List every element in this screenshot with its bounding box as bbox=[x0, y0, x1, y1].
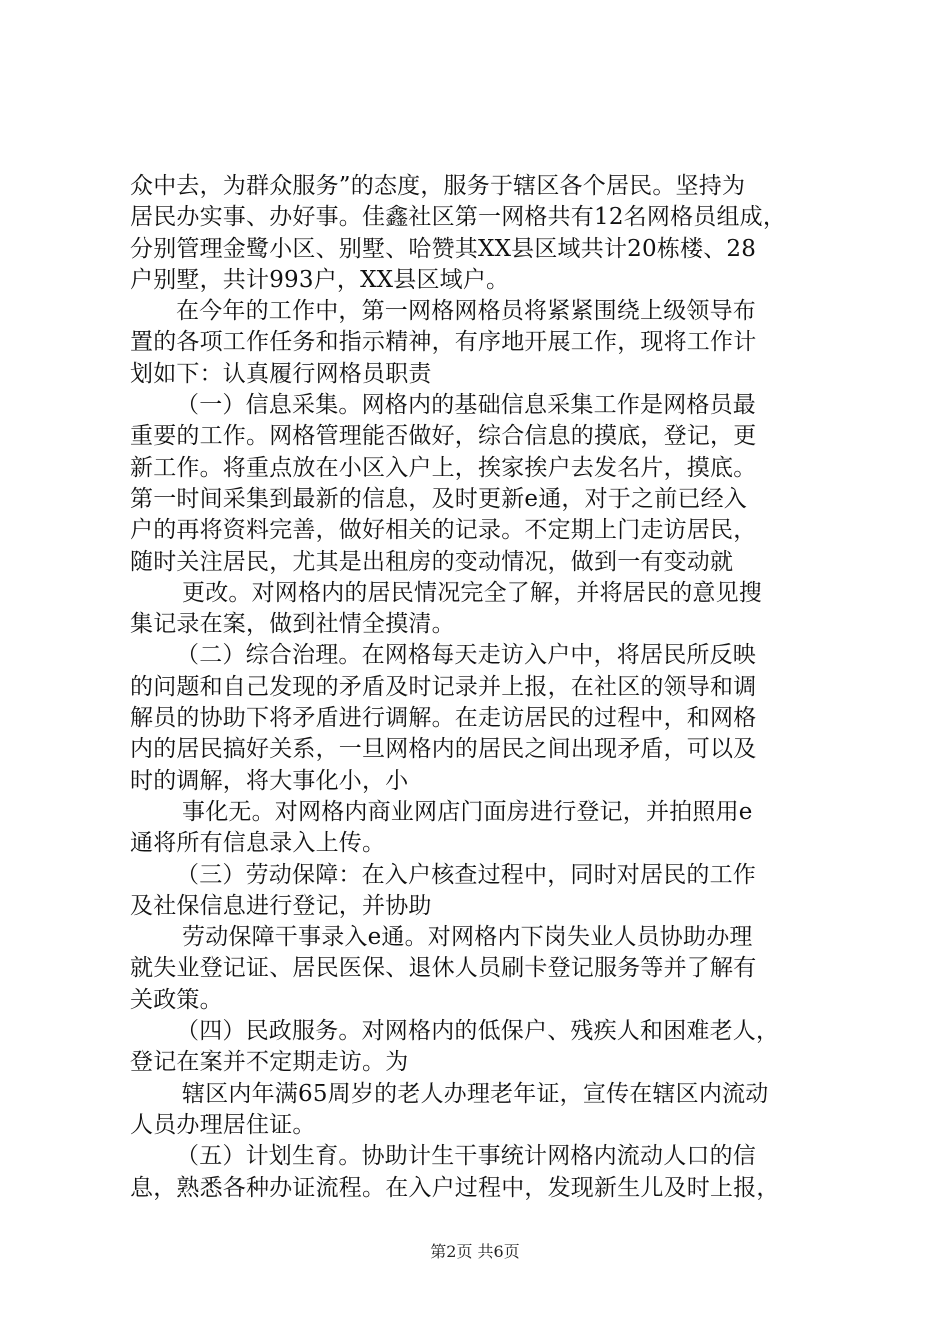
document-body bbox=[130, 171, 830, 1204]
text-line: 置的各项工作任务和指示精神，有序地开展工作，现将工作计 bbox=[130, 329, 757, 356]
text-line: （三）劳动保障：在入户核查过程中，同时对居民的工作 bbox=[176, 861, 756, 888]
text-line: 户的再将资料完善，做好相关的记录。不定期上门走访居民， bbox=[130, 517, 757, 544]
text-line: 时的调解，将大事化小，小 bbox=[130, 767, 409, 794]
text-line: 在今年的工作中，第一网格网格员将紧紧围绕上级领导布 bbox=[176, 298, 756, 325]
text-line: 事化无。对网格内商业网店门面房进行登记，并拍照用e bbox=[182, 798, 753, 825]
text-line: （二）综合治理。在网格每天走访入户中，将居民所反映 bbox=[176, 642, 756, 669]
text-line: 内的居民搞好关系，一旦网格内的居民之间出现矛盾，可以及 bbox=[130, 736, 757, 763]
text-line: 划如下：认真履行网格员职责 bbox=[130, 360, 432, 387]
text-line: 集记录在案，做到社情全摸清。 bbox=[130, 611, 455, 638]
text-line: 第一时间采集到最新的信息，及时更新e通，对于之前已经入 bbox=[130, 485, 748, 512]
text-line: （五）计划生育。协助计生干事统计网格内流动人口的信 bbox=[176, 1143, 756, 1170]
text-line: 解员的协助下将矛盾进行调解。在走访居民的过程中，和网格 bbox=[130, 705, 757, 732]
text-line: （一）信息采集。网格内的基础信息采集工作是网格员最 bbox=[176, 392, 756, 419]
text-line: 众中去，为群众服务”的态度，服务于辖区各个居民。坚持为 bbox=[130, 173, 746, 199]
text-line: 新工作。将重点放在小区入户上，挨家挨户去发名片，摸底。 bbox=[130, 454, 757, 481]
text-line: 就失业登记证、居民医保、退休人员刷卡登记服务等并了解有 bbox=[130, 955, 757, 982]
text-line: 辖区内年满65周岁的老人办理老年证，宣传在辖区内流动 bbox=[182, 1080, 769, 1107]
text-line: （四）民政服务。对网格内的低保户、残疾人和困难老人， bbox=[176, 1018, 780, 1045]
text-line: 更改。对网格内的居民情况完全了解，并将居民的意见搜 bbox=[182, 579, 762, 606]
text-line: 户别墅，共计993户，XX县区域户。 bbox=[130, 266, 510, 293]
text-line: 重要的工作。网格管理能否做好，综合信息的摸底，登记，更 bbox=[130, 423, 757, 450]
text-line: 通将所有信息录入上传。 bbox=[130, 830, 386, 857]
text-line: 劳动保障干事录入e通。对网格内下岗失业人员协助办理 bbox=[182, 924, 753, 951]
text-line: 的问题和自己发现的矛盾及时记录并上报，在社区的领导和调 bbox=[130, 673, 757, 700]
text-line: 息，熟悉各种办证流程。在入户过程中，发现新生儿及时上报， bbox=[130, 1174, 780, 1201]
page-number-footer: 第2页 共6页 bbox=[430, 1242, 520, 1261]
text-line: 关政策。 bbox=[130, 986, 223, 1013]
text-line: 及社保信息进行登记，并协助 bbox=[130, 892, 432, 919]
text-line: 随时关注居民，尤其是出租房的变动情况，做到一有变动就 bbox=[130, 548, 734, 575]
text-line: 登记在案并不定期走访。为 bbox=[130, 1049, 409, 1076]
text-line: 人员办理居住证。 bbox=[130, 1111, 316, 1138]
text-line: 分别管理金鹭小区、别墅、哈赞其XX县区域共计20栋楼、28 bbox=[130, 235, 757, 262]
text-line: 居民办实事、办好事。佳鑫社区第一网格共有12名网格员组成， bbox=[130, 204, 787, 231]
